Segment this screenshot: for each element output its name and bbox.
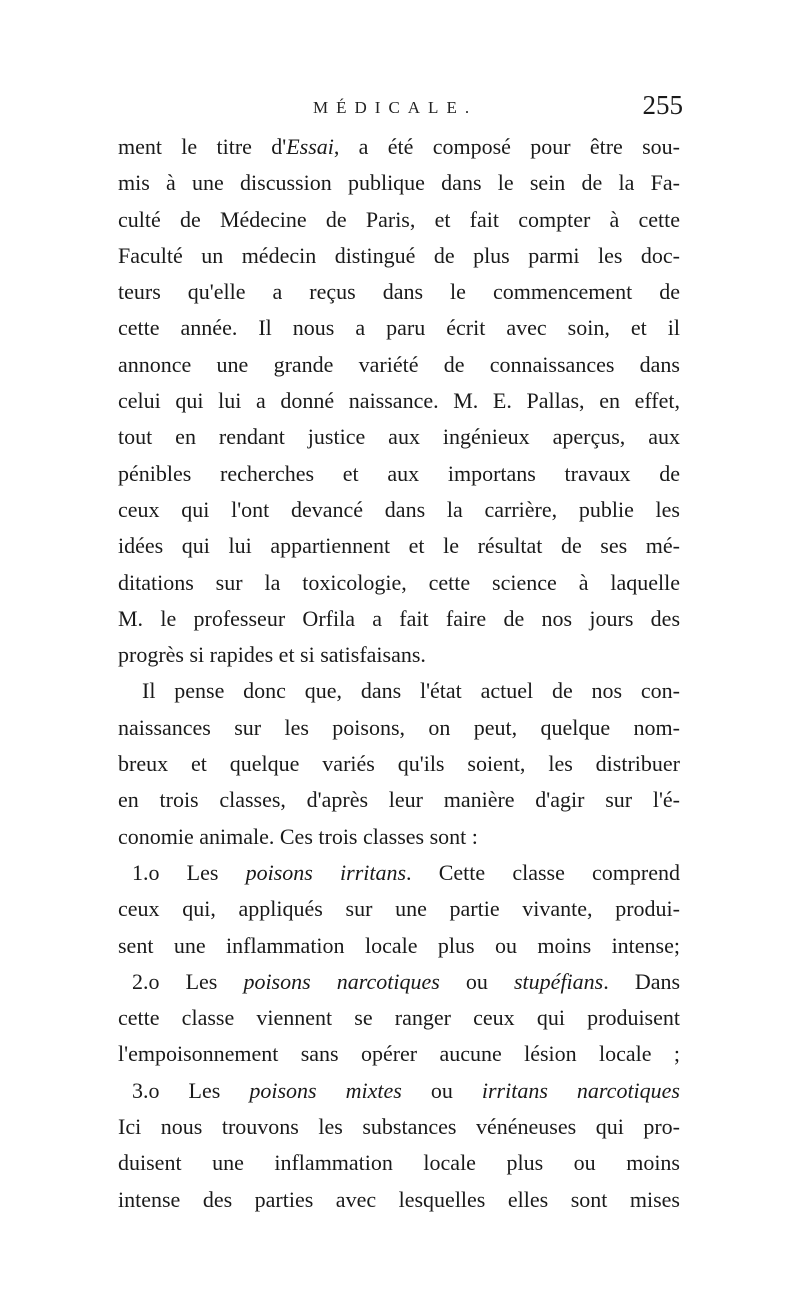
text-line: intense des parties avec lesquelles elles sont mises xyxy=(118,1186,680,1212)
running-head: MÉDICALE. xyxy=(313,98,478,117)
text-line: culté de Médecine de Paris, et fait compter à cette xyxy=(118,206,680,232)
text-line: conomie animale. Ces trois classes sont : xyxy=(118,823,478,849)
text-line: teurs qu'elle a reçus dans le commencement de xyxy=(118,279,680,305)
text-line: Il pense donc que, dans l'état actuel de nos con- xyxy=(142,678,680,704)
text-line: celui qui lui a donné naissance. M. E. Pallas, en effet, xyxy=(118,388,680,414)
text-line: 3.o Les poisons mixtes ou irritans narcotiques xyxy=(132,1077,680,1103)
text-line: annonce une grande variété de connaissances dans xyxy=(118,351,680,377)
text-line: 2.o Les poisons narcotiques ou stupéfians. Dans xyxy=(132,968,681,994)
text-line: ceux qui l'ont devancé dans la carrière, publie les xyxy=(118,496,680,522)
text-line: duisent une inflammation locale plus ou moins xyxy=(118,1150,680,1176)
text-line: M. le professeur Orfila a fait faire de nos jours des xyxy=(118,605,680,631)
text-line: tout en rendant justice aux ingénieux aperçus, aux xyxy=(118,424,680,450)
text-line: pénibles recherches et aux importans travaux de xyxy=(118,460,680,486)
text-line: l'empoisonnement sans opérer aucune lésion locale ; xyxy=(118,1041,680,1067)
text-line: cette classe viennent se ranger ceux qui produisent xyxy=(118,1005,680,1031)
text-line: cette année. Il nous a paru écrit avec soin, et il xyxy=(118,315,680,341)
text-line: 1.o Les poisons irritans. Cette classe comprend xyxy=(132,859,680,885)
text-line: sent une inflammation locale plus ou moins intense; xyxy=(118,932,680,958)
text-line: ditations sur la toxicologie, cette science à laquelle xyxy=(118,569,680,595)
text-line: ceux qui, appliqués sur une partie vivante, produi- xyxy=(118,896,680,922)
text-line: Faculté un médecin distingué de plus parmi les doc- xyxy=(118,242,680,268)
text-line: ment le titre d'Essai, a été composé pour être sou- xyxy=(118,134,680,159)
text-line: mis à une discussion publique dans le sein de la Fa- xyxy=(118,170,680,196)
page-number: 255 xyxy=(642,90,683,120)
text-line: naissances sur les poisons, on peut, quelque nom- xyxy=(118,714,680,740)
text-line: progrès si rapides et si satisfaisans. xyxy=(118,642,426,668)
text-line: en trois classes, d'après leur manière d'agir sur l'é- xyxy=(118,787,680,813)
text-line: breux et quelque variés qu'ils soient, les distribuer xyxy=(118,751,680,777)
text-line: Ici nous trouvons les substances vénéneuses qui pro- xyxy=(118,1114,680,1140)
body-text xyxy=(118,129,680,1218)
page-header xyxy=(118,90,683,126)
text-line: idées qui lui appartiennent et le résultat de ses mé- xyxy=(118,533,680,559)
